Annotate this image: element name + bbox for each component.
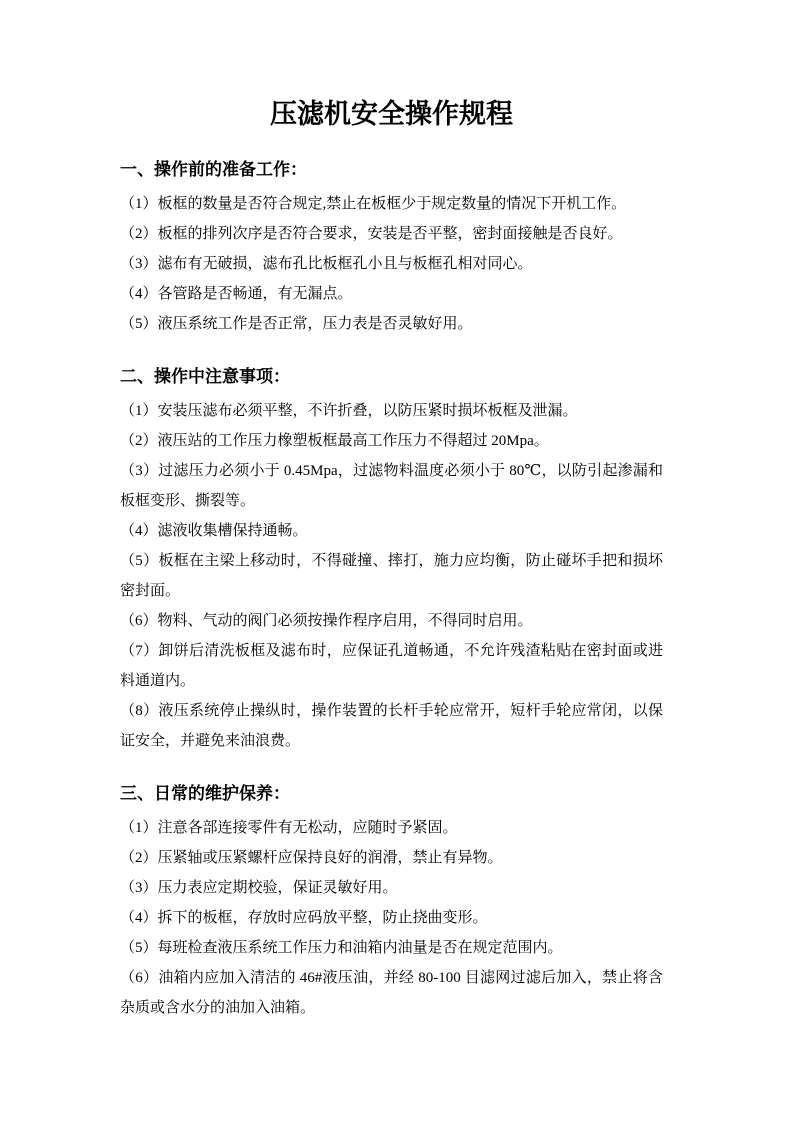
list-item: （2）液压站的工作压力橡塑板框最高工作压力不得超过 20Mpa。 [120, 433, 549, 449]
document-title: 压滤机安全操作规程 [270, 99, 513, 129]
list-item: （5）液压系统工作是否正常，压力表是否灵敏好用。 [120, 316, 473, 332]
list-item: （2）压紧轴或压紧螺杆应保持良好的润滑，禁止有异物。 [120, 850, 503, 866]
list-item: （3）滤布有无破损，滤布孔比板框孔小且与板框孔相对同心。 [120, 256, 533, 272]
section-heading: 一、操作前的准备工作： [120, 160, 307, 179]
list-item: （1）安装压滤布必须平整，不许折叠，以防压紧时损坏板框及泄漏。 [120, 403, 578, 419]
list-item: （4）各管路是否畅通，有无漏点。 [120, 286, 353, 302]
list-item: （7）卸饼后清洗板框及滤布时，应保证孔道畅通，不允许残渣粘贴在密封面或进料通道内。 [120, 643, 663, 689]
list-item: （4）拆下的板框，存放时应码放平整，防止挠曲变形。 [120, 910, 488, 926]
section-heading: 三、日常的维护保养： [120, 784, 290, 803]
list-item: （5）板框在主梁上移动时，不得碰撞、摔打，施力应均衡，防止碰坏手把和损坏密封面。 [120, 553, 663, 599]
list-item: （1）板框的数量是否符合规定,禁止在板框少于规定数量的情况下开机工作。 [120, 196, 627, 212]
list-item: （8）液压系统停止操纵时，操作装置的长杆手轮应常开，短杆手轮应常闭，以保证安全，并避免来油浪费。 [120, 703, 663, 749]
list-item: （3）过滤压力必须小于 0.45Mpa，过滤物料温度必须小于 80℃，以防引起渗漏和板框变形、撕裂等。 [120, 463, 663, 509]
list-item: （5）每班检查液压系统工作压力和油箱内油量是否在规定范围内。 [120, 940, 563, 956]
section-heading: 二、操作中注意事项： [120, 367, 290, 386]
list-item: （6）物料、气动的阀门必须按操作程序启用，不得同时启用。 [120, 613, 533, 629]
document-body [120, 155, 663, 1023]
list-item: （2）板框的排列次序是否符合要求，安装是否平整，密封面接触是否良好。 [120, 226, 623, 242]
list-item: （3）压力表应定期校验，保证灵敏好用。 [120, 880, 398, 896]
list-item: （1）注意各部连接零件有无松动，应随时予紧固。 [120, 820, 458, 836]
list-item: （6）油箱内应加入清洁的 46#液压油，并经 80-100 目滤网过滤后加入，禁止将含杂质或含水分的油加入油箱。 [120, 970, 663, 1016]
list-item: （4）滤液收集槽保持通畅。 [120, 523, 308, 539]
